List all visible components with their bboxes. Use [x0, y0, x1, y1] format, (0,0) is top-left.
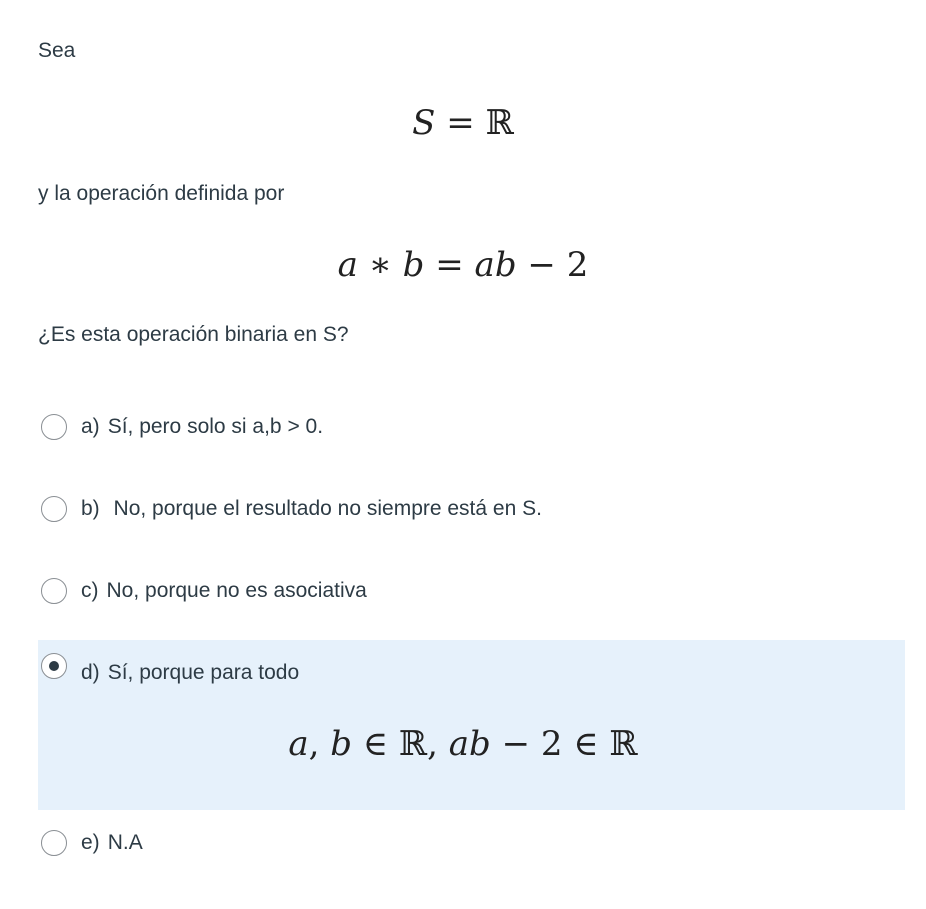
comma: ,	[427, 724, 449, 764]
var-a: a	[337, 245, 358, 285]
answer-text: No, porque el resultado no siempre está en S.	[107, 497, 542, 520]
constant-two: 2	[566, 245, 589, 285]
var-a: a	[288, 724, 309, 764]
question-prompt: ¿Es esta operación binaria en S?	[38, 323, 349, 346]
answer-letter: c)	[81, 579, 99, 602]
minus-sign: −	[527, 245, 556, 285]
constant-two: 2	[540, 724, 563, 764]
answer-option-e[interactable]	[38, 820, 905, 880]
element-of-sign: ∈	[352, 724, 399, 764]
answer-option-c[interactable]	[38, 568, 905, 628]
answer-text: N.A	[107, 831, 143, 854]
set-symbol: S	[412, 103, 436, 143]
radio-button-b[interactable]	[41, 496, 67, 522]
product-ab: ab	[448, 724, 491, 764]
answer-text: No, porque no es asociativa	[106, 579, 367, 602]
answer-letter: b)	[81, 497, 100, 520]
answer-label-d[interactable]	[81, 658, 299, 688]
radio-button-c[interactable]	[41, 578, 67, 604]
radio-button-a[interactable]	[41, 414, 67, 440]
answer-label-a[interactable]	[81, 412, 323, 442]
radio-selected-dot	[49, 661, 59, 671]
equals-sign: =	[435, 245, 464, 285]
comma: ,	[308, 724, 331, 764]
set-equation	[0, 103, 926, 143]
radio-button-e[interactable]	[41, 830, 67, 856]
answer-text: Sí, porque para todo	[107, 661, 300, 684]
minus-sign: −	[490, 724, 541, 764]
answer-letter: a)	[81, 415, 100, 438]
operation-equation	[0, 245, 926, 285]
radio-button-d-selected[interactable]	[41, 653, 67, 679]
var-b: b	[330, 724, 353, 764]
reals-symbol: ℝ	[485, 103, 514, 143]
answer-label-e[interactable]	[81, 828, 143, 858]
equals-sign: =	[446, 103, 475, 143]
reals-symbol: ℝ	[398, 724, 428, 764]
reals-symbol: ℝ	[609, 724, 638, 764]
answer-option-b[interactable]	[38, 486, 905, 546]
answer-d-equation	[0, 724, 926, 764]
answer-text: Sí, pero solo si a,b > 0.	[107, 415, 324, 438]
answer-letter: e)	[81, 831, 100, 854]
question-intro: Sea	[38, 39, 76, 62]
var-b: b	[402, 245, 425, 285]
product-ab: ab	[474, 245, 517, 285]
answer-letter: d)	[81, 661, 100, 684]
element-of-sign: ∈	[562, 724, 610, 764]
answer-label-b[interactable]	[81, 494, 542, 524]
answer-label-c[interactable]	[81, 576, 367, 606]
question-middle-text: y la operación definida por	[38, 182, 285, 205]
answer-option-a[interactable]	[38, 404, 905, 464]
answer-option-d[interactable]	[38, 640, 905, 810]
star-operator: ∗	[368, 245, 392, 285]
